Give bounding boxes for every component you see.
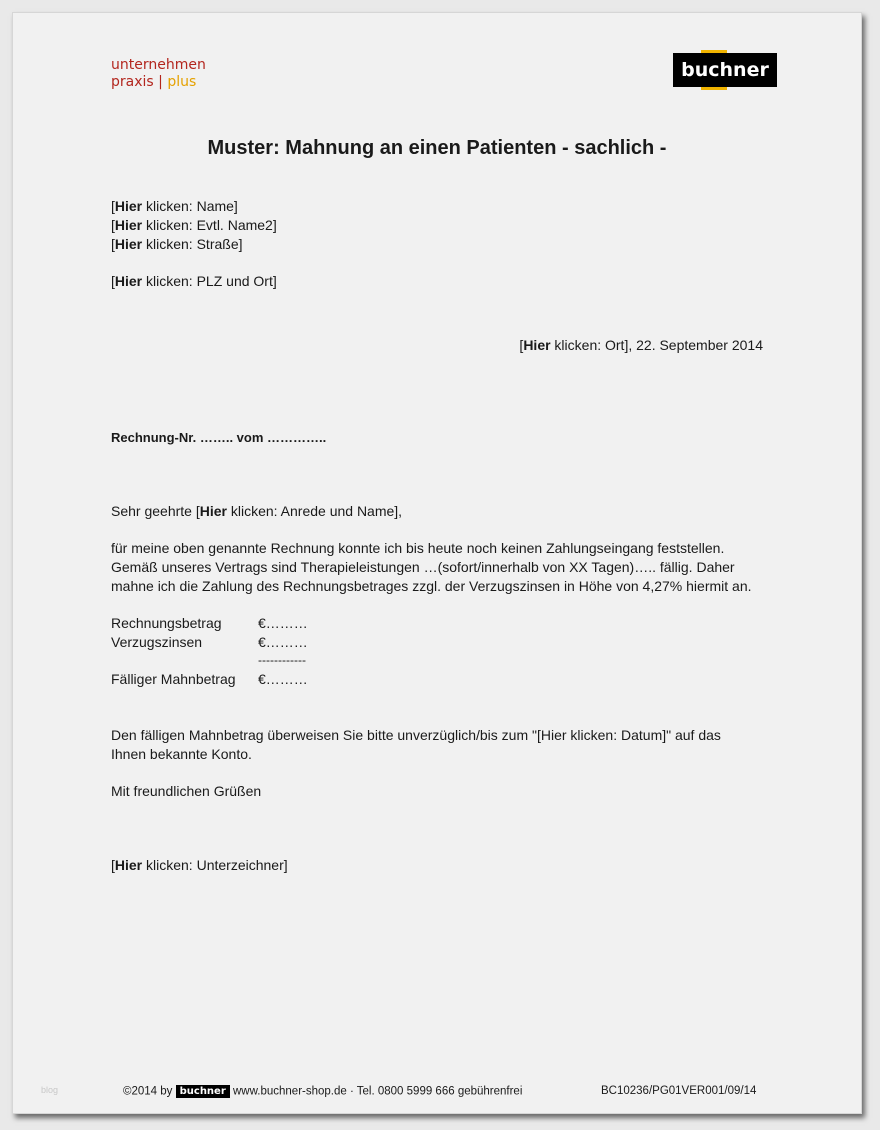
amount-value: €……… bbox=[258, 671, 308, 687]
amount-label: Rechnungsbetrag bbox=[111, 615, 222, 631]
date-line: [Hier klicken: Ort], 22. September 2014 bbox=[519, 337, 763, 353]
amount-value: €……… bbox=[258, 615, 308, 631]
address-name: [Hier klicken: Name] bbox=[111, 198, 238, 214]
footer-code: BC10236/PG01VER001/09/14 bbox=[601, 1085, 757, 1097]
payment-line-2: Ihnen bekannte Konto. bbox=[111, 746, 252, 762]
amount-label: Fälliger Mahnbetrag bbox=[111, 671, 236, 687]
document-page bbox=[12, 12, 862, 1114]
page-title: Muster: Mahnung an einen Patienten - sachlich - bbox=[207, 137, 667, 159]
address-street: [Hier klicken: Straße] bbox=[111, 236, 243, 252]
body-line-1: für meine oben genannte Rechnung konnte ich bis heute noch keinen Zahlungseingang feststellen. bbox=[111, 540, 725, 556]
footer-logo: buchner bbox=[176, 1085, 230, 1098]
signature: [Hier klicken: Unterzeichner] bbox=[111, 857, 288, 873]
address-city: [Hier klicken: PLZ und Ort] bbox=[111, 273, 277, 289]
invoice-subject: Rechnung-Nr. …….. vom ………….. bbox=[111, 430, 327, 445]
amount-value: €……… bbox=[258, 634, 308, 650]
body-line-2: Gemäß unseres Vertrags sind Therapieleistungen …(sofort/innerhalb von XX Tagen)….. fällig. Daher bbox=[111, 559, 735, 575]
payment-line-1: Den fälligen Mahnbetrag überweisen Sie bitte unverzüglich/bis zum "[Hier klicken: Datum]" auf das bbox=[111, 727, 721, 743]
closing: Mit freundlichen Grüßen bbox=[111, 783, 262, 799]
amount-label: Verzugszinsen bbox=[111, 634, 203, 650]
logo-bar-top bbox=[701, 50, 727, 53]
watermark: blog bbox=[41, 1085, 59, 1095]
amount-separator: ------------ bbox=[258, 653, 306, 667]
salutation: Sehr geehrte [Hier klicken: Anrede und Name], bbox=[111, 503, 403, 519]
buchner-logo: buchner bbox=[673, 53, 777, 87]
brand-wordmark: unternehmen praxis | plus bbox=[111, 57, 206, 90]
address-name2: [Hier klicken: Evtl. Name2] bbox=[111, 217, 277, 233]
logo-bar-bottom bbox=[701, 87, 727, 90]
body-line-3: mahne ich die Zahlung des Rechnungsbetrages zzgl. der Verzugszinsen in Höhe von 4,27% hiermit an. bbox=[111, 578, 752, 594]
footer-left: ©2014 by buchner www.buchner-shop.de · Tel. 0800 5999 666 gebührenfrei bbox=[123, 1085, 523, 1098]
